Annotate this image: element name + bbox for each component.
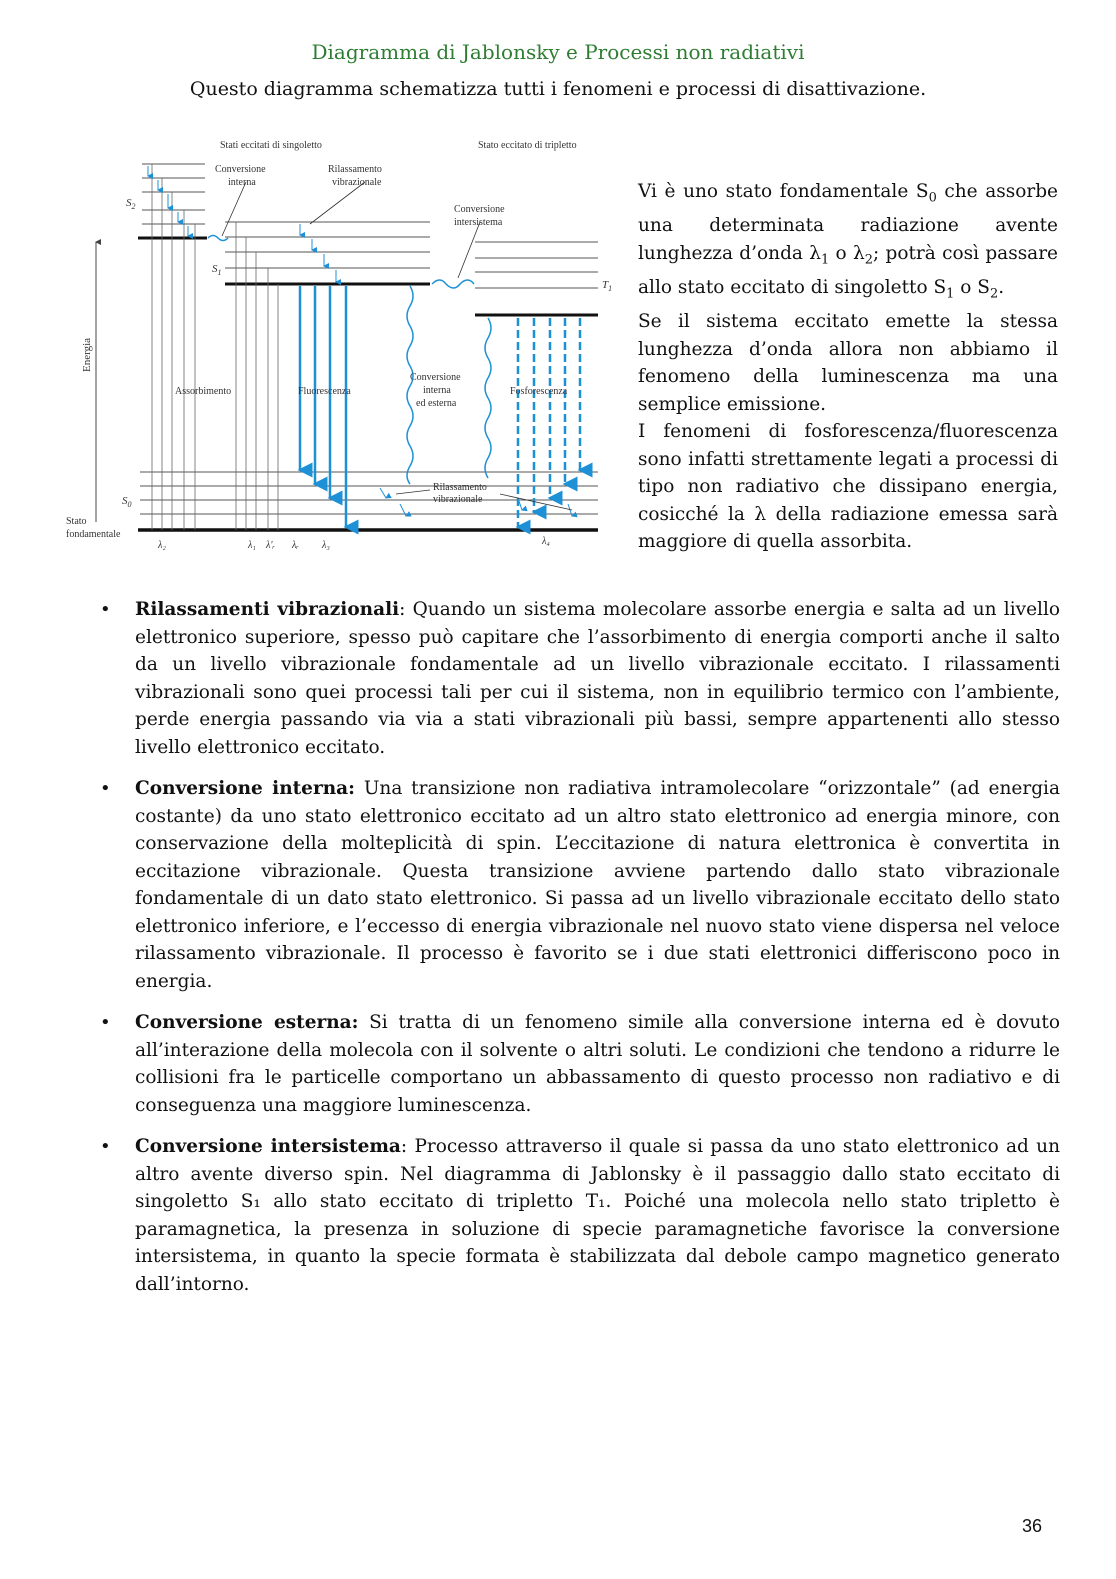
label-vibrational-relax-bottom: Rilassamento vibrazionale xyxy=(433,482,487,505)
list-item: • Conversione esterna: Si tratta di un fenomeno simile alla conversione interna ed è dovuto all’interazione della molecola con il solvente o altri soluti. Le condizioni che tendono a ridurre le collisioni fra le particelle comportano un abbassamento di questo processo non radiativo e di conseguenza una maggiore luminescenza. xyxy=(100,1012,1060,1116)
label-vibrational-relax-top: Rilassamento vibrazionale xyxy=(328,164,382,188)
jablonski-diagram xyxy=(60,132,620,562)
label-phosphorescence: Fosforescenza xyxy=(510,386,568,397)
svg-text:λ₂: λ₂ xyxy=(158,540,166,551)
bullet-text: Si tratta di un fenomeno simile alla conversione interna ed è dovuto all’interazione della molecola con il solvente o altri soluti. Le condizioni che tendono a ridurre le collisioni fra le particelle comportano un abbassamento di questo processo non radiativo e di conseguenza una maggiore luminescenza. xyxy=(135,1012,1060,1116)
bullet-term: Conversione intersistema xyxy=(135,1136,401,1157)
page-title: Diagramma di Jablonsky e Processi non radiativi xyxy=(311,40,805,64)
label-energy: Energia xyxy=(81,337,93,372)
bullet-text: Processo attraverso il quale si passa da uno stato elettronico ad un altro avente diverso spin. Nel diagramma di Jablonsky è il passaggio dallo stato eccitato di singoletto S₁ allo stato eccitato di tripletto T₁. Poiché una molecola nello stato tripletto è paramagnetica, la presenza in soluzione di specie paramagnetiche favorisce la conversione intersistema, in quanto la specie formata è stabilizzata dal debole campo magnetico generato dall’intorno. xyxy=(135,1136,1060,1295)
state-s1: $S_1$ xyxy=(212,263,222,277)
side-paragraph-1: Vi è uno stato fondamentale $S_0$ che assorbe una determinata radiazione avente lunghezza d’onda $\lambda_1$ o $\lambda_2$; potrà così passare allo stato eccitato di singoletto $S_1$ o $S_2$. xyxy=(638,181,1059,302)
svg-text:λ₁: λ₁ xyxy=(248,540,256,551)
side-paragraph-3: I fenomeni di fosforescenza/fluorescenza sono infatti strettamente legati a processi di tipo non radiativo che dissipano energia, cosicché la λ della radiazione emessa sarà maggiore di quella assorbita. xyxy=(638,421,1058,553)
svg-text:λ₄: λ₄ xyxy=(542,536,550,547)
intersystem-wave xyxy=(432,280,474,288)
phosphorescence-side-wave xyxy=(485,318,491,478)
side-text xyxy=(638,178,1058,556)
svg-text:λ'ᵣ: λ'ᵣ xyxy=(266,540,275,551)
label-fluorescence: Fluorescenza xyxy=(298,386,351,397)
s2-levels xyxy=(142,164,205,224)
bullet-text: Quando un sistema molecolare assorbe energia e salta ad un livello elettronico superiore, spesso può capitare che l’assorbimento di energia comporti anche il salto da un livello vibrazionale fondamentale ad un livello vibrazionale eccitato. I rilassamenti vibrazionali sono quei processi tali per cui il sistema, non in equilibrio termico con l’ambiente, perde energia passando via via a stati vibrazionali più bassi, sempre appartenenti allo stesso livello elettronico eccitato. xyxy=(135,599,1060,758)
state-t1: $T_1$ xyxy=(602,279,613,293)
t1-levels xyxy=(475,242,598,288)
bullet-term: Conversione esterna: xyxy=(135,1012,359,1033)
svg-text:λ₃: λ₃ xyxy=(322,540,330,551)
s0-levels xyxy=(140,472,598,514)
label-internal-conversion: Conversione interna xyxy=(215,164,266,188)
list-item: • Conversione interna: Una transizione non radiativa intramolecolare “orizzontale” (ad energia costante) da uno stato elettronico eccitato ad un altro stato elettronico ad energia minore, con conservazione della molteplicità di spin. L’eccitazione di natura elettronica è convertita in eccitazione vibrazionale. Questa transizione avviene partendo dallo stato vibrazionale fondamentale di un dato stato elettronico. Si passa ad un livello vibrazionale eccitato dello stato elettronico inferiore, e l’eccesso di energia vibrazionale nel nuovo stato viene dispersa nel veloce rilassamento vibrazionale. Il processo è favorito se i due stati elettronici differiscono poco in energia. xyxy=(100,778,1060,992)
bullet-term: Conversione interna: xyxy=(135,778,355,799)
state-s0: $S_0$ xyxy=(122,495,132,509)
absorption-lines xyxy=(152,164,278,530)
fluorescence-arrows xyxy=(300,286,346,527)
int-ext-conversion-wave xyxy=(407,286,413,484)
internal-conversion-wave xyxy=(208,236,228,241)
label-triplet-state: Stato eccitato di tripletto xyxy=(478,140,577,151)
label-singlet-states: Stati eccitati di singoletto xyxy=(220,140,322,151)
bullet-term: Rilassamenti vibrazionali xyxy=(135,599,400,620)
list-item: • Rilassamenti vibrazionali: Quando un sistema molecolare assorbe energia e salta ad un livello elettronico superiore, spesso può capitare che l’assorbimento di energia comporti anche il salto da un livello vibrazionale fondamentale ad un livello vibrazionale eccitato. I rilassamenti vibrazionali sono quei processi tali per cui il sistema, non in equilibrio termico con l’ambiente, perde energia passando via via a stati vibrazionali più bassi, sempre appartenenti allo stesso livello elettronico eccitato. xyxy=(100,599,1060,758)
svg-text:λᵣ: λᵣ xyxy=(292,540,299,551)
label-absorption: Assorbimento xyxy=(175,386,232,397)
page-number: 36 xyxy=(1021,1516,1042,1536)
side-paragraph-2: Se il sistema eccitato emette la stessa lunghezza d’onda allora non abbiamo il fenomeno della luminescenza ma una semplice emissione. xyxy=(638,311,1058,415)
page-subtitle: Questo diagramma schematizza tutti i fenomeni e processi di disattivazione. xyxy=(189,78,927,100)
label-ground: Stato fondamentale xyxy=(66,516,121,540)
lambda-labels xyxy=(157,536,550,551)
definitions-list xyxy=(100,596,1060,1312)
bullet-text: Una transizione non radiativa intramolecolare “orizzontale” (ad energia costante) da uno stato elettronico eccitato ad un altro stato elettronico ad energia minore, con conservazione della molteplicità di spin. L’eccitazione di natura elettronica è convertita in eccitazione vibrazionale. Questa transizione avviene partendo dallo stato vibrazionale fondamentale di un dato stato elettronico. Si passa ad un livello vibrazionale eccitato dello stato elettronico inferiore, e l’eccesso di energia vibrazionale nel nuovo stato viene dispersa nel veloce rilassamento vibrazionale. Il processo è favorito se i due stati elettronici differiscono poco in energia. xyxy=(135,778,1060,992)
list-item: • Conversione intersistema: Processo attraverso il quale si passa da uno stato elettronico ad un altro avente diverso spin. Nel diagramma di Jablonsky è il passaggio dallo stato eccitato di singoletto S₁ allo stato eccitato di tripletto T₁. Poiché una molecola nello stato tripletto è paramagnetica, la presenza in soluzione di specie paramagnetiche favorisce la conversione intersistema, in quanto la specie formata è stabilizzata dal debole campo magnetico generato dall’intorno. xyxy=(100,1136,1060,1295)
label-int-ext-conversion: Conversione interna ed esterna xyxy=(410,372,461,409)
phosphorescence-arrows xyxy=(518,318,580,527)
state-s2: $S_2$ xyxy=(126,197,136,211)
label-intersystem: Conversione intersistema xyxy=(454,204,505,228)
